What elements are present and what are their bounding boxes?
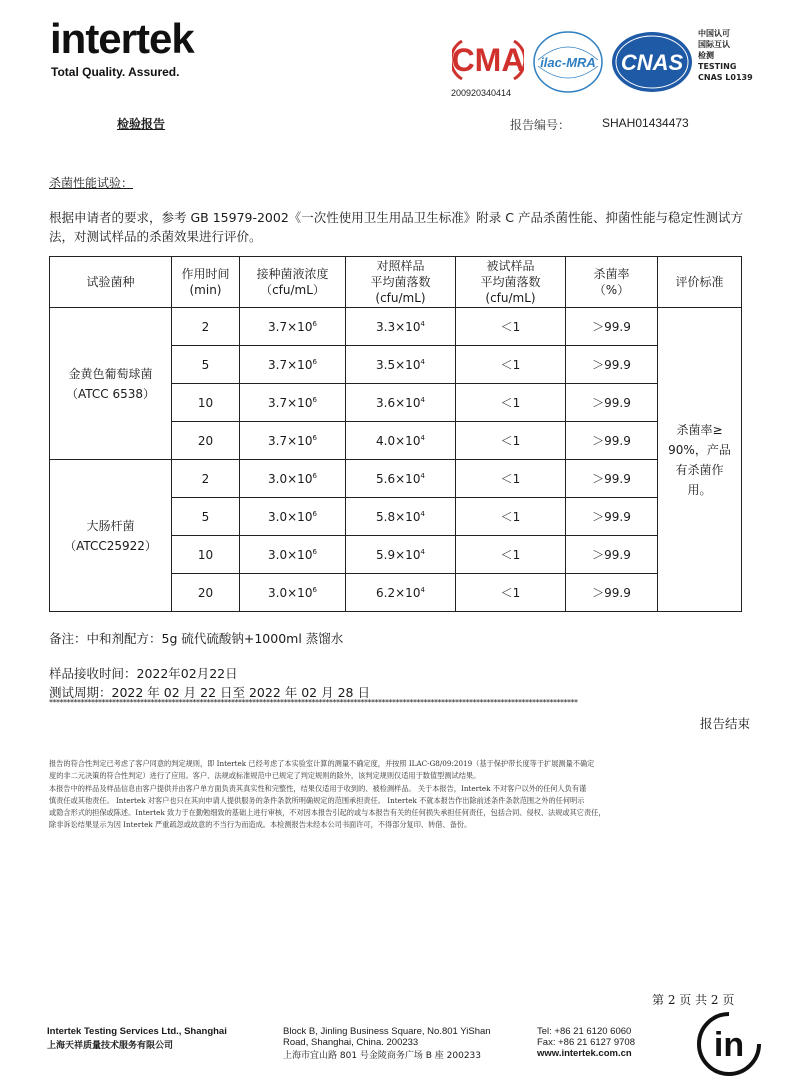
rate-cell: ＞99.9 [566,384,658,422]
control-cell: $5.6\times 10^4$ [346,460,456,498]
time-cell: 2 [172,460,240,498]
footer-tel: Tel: +86 21 6120 6060 [537,1026,632,1037]
footer-address-cn: 上海市宜山路 801 号金陵商务广场 B 座 200233 [283,1051,482,1061]
disclaimer-line: 度的非二元决策的符合性判定）进行了应用。客户、法规或标准规范中已规定了判定规则的除外，该判定规则仅适用于数值型测试结果。 [49,771,481,781]
disclaimer-line: 慎责任或其他责任。 Intertek 对客户也只在其向申请人提供服务的条件条款所明确规定的范围承担责任。 Intertek 不就本报告作出除前述条件条款范围之外的任何明示 [49,795,585,805]
test-cell: ＜1 [456,346,566,384]
neutralizer-note: 备注：中和剂配方：5g 硫代硫酸钠+1000ml 蒸馏水 [49,631,344,646]
control-cell: $3.5\times 10^4$ [346,346,456,384]
logo-tagline: Total Quality. Assured. [51,65,180,79]
cnas-line: 中国认可 [698,29,730,38]
test-cell: ＜1 [456,308,566,346]
report-number: SHAH01434473 [602,116,689,130]
test-cell: ＜1 [456,422,566,460]
results-table [49,256,742,612]
header-inoculum: 接种菌液浓度 （cfu/mL） [240,257,346,308]
header-control: 对照样品 平均菌落数 (cfu/mL) [346,257,456,308]
disclaimer-line: 本报告中的样品及样品信息由客户提供并由客户单方面负责其真实性和完整性，结果仅适用于收到的、被检测样品。 关于本报告，Intertek 不对客户以外的任何人负有谨 [49,783,587,793]
in-logo-text: in [713,1026,745,1064]
disclaimer-line: 除非诉讼结果显示为因 Intertek 严重疏忽或故意的不当行为而造成。本检测报告未经本公司书面许可，不得部分复印、转借、备份。 [49,820,472,830]
test-cell: ＜1 [456,384,566,422]
test-cell: ＜1 [456,574,566,612]
rate-cell: ＞99.9 [566,346,658,384]
time-cell: 20 [172,574,240,612]
header-test: 被试样品 平均菌落数 (cfu/mL) [456,257,566,308]
control-cell: $3.6\times 10^4$ [346,384,456,422]
inoculum-cell: $3.7\times 10^6$ [240,422,346,460]
inoculum-cell: $3.7\times 10^6$ [240,346,346,384]
disclaimer [49,758,749,832]
section-title: 杀菌性能试验： [49,176,134,190]
test-period: 测试周期：2022 年 02 月 22 日至 2022 年 02 月 28 日 [49,685,370,700]
control-cell: $5.8\times 10^4$ [346,498,456,536]
sample-receipt-date: 样品接收时间：2022年02月22日 [49,666,238,681]
rate-cell: ＞99.9 [566,498,658,536]
cnas-line: CNAS L0139 [698,73,753,82]
cma-number: 200920340414 [451,88,512,98]
time-cell: 10 [172,384,240,422]
rate-cell: ＞99.9 [566,460,658,498]
footer-website-link[interactable]: www.intertek.com.cn [537,1048,632,1059]
table-header-row [50,257,742,308]
inoculum-cell: $3.0\times 10^6$ [240,498,346,536]
cnas-line: 国际互认 [698,40,730,49]
table-row [50,308,742,346]
intertek-in-logo-icon [695,1010,763,1078]
header-rate: 杀菌率 （%） [566,257,658,308]
page-number: 第 2 页 共 2 页 [652,993,735,1007]
footer-company-cn: 上海天祥质量技术服务有限公司 [47,1041,174,1051]
rate-cell: ＞99.9 [566,308,658,346]
inoculum-cell: $3.7\times 10^6$ [240,308,346,346]
inoculum-cell: $3.0\times 10^6$ [240,460,346,498]
cnas-accreditation-text [698,28,753,83]
rate-cell: ＞99.9 [566,422,658,460]
report-end: 报告结束 [700,716,751,731]
test-cell: ＜1 [456,460,566,498]
cnas-line: 检测 [698,51,714,60]
disclaimer-line: 或隐含形式的担保或陈述。Intertek 致力于在勤勉细致的基础上进行审核，不对因本报告引起的或与本报告有关的任何损失承担任何责任，包括合同、侵权、法规或其它责任， [49,808,606,818]
test-cell: ＜1 [456,536,566,574]
control-cell: $5.9\times 10^4$ [346,536,456,574]
inoculum-cell: $3.7\times 10^6$ [240,384,346,422]
control-cell: $3.3\times 10^4$ [346,308,456,346]
footer-address-en: Block B, Jinling Business Square, No.801 YiShan [283,1026,491,1037]
cnas-line: TESTING [698,62,737,71]
control-cell: $4.0\times 10^4$ [346,422,456,460]
footer-company-en: Intertek Testing Services Ltd., Shanghai [47,1026,227,1037]
time-cell: 5 [172,498,240,536]
control-cell: $6.2\times 10^4$ [346,574,456,612]
header-criteria: 评价标准 [658,257,742,308]
table-row [50,460,742,498]
test-cell: ＜1 [456,498,566,536]
inoculum-cell: $3.0\times 10^6$ [240,574,346,612]
intro-paragraph: 根据申请者的要求，参考 GB 15979-2002《一次性使用卫生用品卫生标准》附录 C 产品杀菌性能、抑菌性能与稳定性测试方法，对测试样品的杀菌效果进行评价。 [49,210,743,244]
species-cell: 金黄色葡萄球菌 （ATCC 6538） [50,308,172,460]
footer-fax: Fax: +86 21 6127 9708 [537,1037,635,1048]
rate-cell: ＞99.9 [566,574,658,612]
report-title: 检验报告 [117,117,166,131]
time-cell: 5 [172,346,240,384]
cnas-seal-icon [610,30,694,94]
inoculum-cell: $3.0\times 10^6$ [240,536,346,574]
cma-seal-icon [452,35,524,85]
header-species: 试验菌种 [50,257,172,308]
time-cell: 2 [172,308,240,346]
time-cell: 20 [172,422,240,460]
cma-mark-text: CMA [452,42,524,78]
time-cell: 10 [172,536,240,574]
ilac-mark-text: ilac-MRA [540,55,596,70]
star-divider: ******************************************************************************************************************************************************* [49,698,578,707]
footer-address-en: Road, Shanghai, China. 200233 [283,1037,419,1048]
header-time: 作用时间 (min) [172,257,240,308]
report-number-label: 报告编号： [510,118,571,132]
cnas-mark-text: CNAS [620,50,684,75]
species-cell: 大肠杆菌 （ATCC25922） [50,460,172,612]
disclaimer-line: 报告的符合性判定已考虑了客户同意的判定规则，即 Intertek 已经考虑了本实验室计算的测量不确定度，并按照 ILAC-G8/09:2019（基于保护带长度等于扩展测量不确定 [49,759,595,768]
intertek-logo: intertek [50,15,194,62]
rate-cell: ＞99.9 [566,536,658,574]
ilac-mra-seal-icon [532,30,604,94]
criteria-cell: 杀菌率≥ 90%，产品 有杀菌作 用。 [658,308,742,612]
